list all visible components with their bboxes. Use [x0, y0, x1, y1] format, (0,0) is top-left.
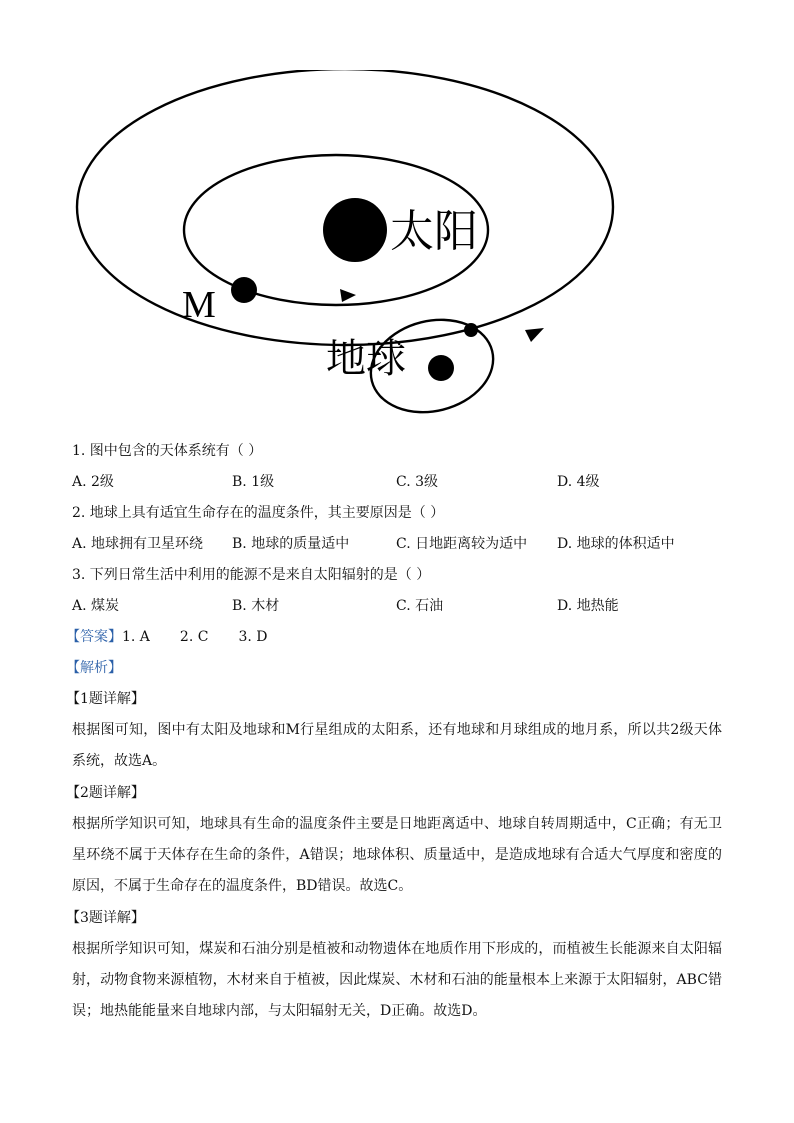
analysis-label: 【解析】: [66, 660, 122, 676]
sun-label: 太阳: [390, 206, 478, 257]
q1-option-b: B. 1级: [232, 474, 275, 490]
planet-m: [231, 277, 257, 303]
answer-line: [66, 627, 268, 647]
q1-option-d: D. 4级: [557, 474, 600, 490]
question-1-stem: 1. 图中包含的天体系统有（ ）: [72, 443, 263, 459]
detail-1-text: 根据图可知，图中有太阳及地球和M行星组成的太阳系，还有地球和月球组成的地月系，所以共2级天体系统，故选A。: [72, 722, 722, 769]
question-3-stem: 3. 下列日常生活中利用的能源不是来自太阳辐射的是（ ）: [72, 567, 431, 583]
solar-system-diagram: [60, 70, 630, 430]
earth: [428, 355, 454, 381]
answer-item-1: 1. A: [122, 629, 150, 645]
q2-option-a: A. 地球拥有卫星环绕: [72, 536, 204, 552]
q1-option-a: A. 2级: [72, 474, 114, 490]
q3-option-d: D. 地热能: [557, 598, 619, 614]
q1-option-c: C. 3级: [396, 474, 439, 490]
detail-3-text: 根据所学知识可知，煤炭和石油分别是植被和动物遗体在地质作用下形成的，而植被生长能源来自太阳辐射，动物食物来源植物，木材来自于植被，因此煤炭、木材和石油的能量根本上来源于太阳辐射，ABC错误；地热能能量来自地球内部，与太阳辐射无关，D正确。故选D。: [72, 941, 722, 1019]
q3-option-a: A. 煤炭: [72, 598, 120, 614]
outer-orbit-arrow: [525, 328, 544, 342]
earth-label: 地球: [326, 336, 406, 382]
answer-item-2: 2. C: [179, 629, 209, 645]
question-2-stem: 2. 地球上具有适宜生命存在的温度条件，其主要原因是（ ）: [72, 505, 445, 521]
inner-orbit-arrow: [340, 289, 356, 302]
q3-option-b: B. 木材: [232, 598, 280, 614]
moon: [464, 323, 478, 337]
q3-option-c: C. 石油: [396, 598, 444, 614]
detail-2-heading: 【2题详解】: [66, 785, 145, 801]
planet-m-label: M: [182, 284, 216, 326]
detail-2-text: 根据所学知识可知，地球具有生命的温度条件主要是日地距离适中、地球自转周期适中，C正确；有无卫星环绕不属于天体存在生命的条件，A错误；地球体积、质量适中，是造成地球有合适大气厚度和密度的原因，不属于生命存在的温度条件，BD错误。故选C。: [72, 816, 722, 894]
detail-3-heading: 【3题详解】: [66, 910, 145, 926]
q2-option-c: C. 日地距离较为适中: [396, 536, 528, 552]
q2-option-d: D. 地球的体积适中: [557, 536, 675, 552]
q2-option-b: B. 地球的质量适中: [232, 536, 350, 552]
answer-label: 【答案】: [66, 629, 122, 645]
answer-item-3: 3. D: [238, 629, 268, 645]
sun: [323, 198, 387, 262]
detail-1-heading: 【1题详解】: [66, 691, 145, 707]
